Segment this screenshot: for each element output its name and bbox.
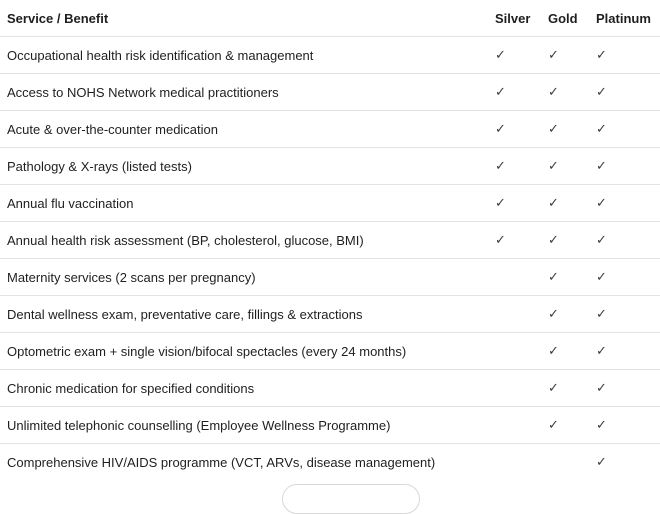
gold-check-cell: ✓ [541, 74, 589, 111]
service-cell: Optometric exam + single vision/bifocal spectacles (every 24 months) [0, 333, 488, 370]
platinum-check-cell: ✓ [589, 148, 660, 185]
table-row [0, 407, 660, 444]
gold-check-cell: ✓ [541, 333, 589, 370]
table-row [0, 74, 660, 111]
table-row [0, 111, 660, 148]
service-cell: Pathology & X-rays (listed tests) [0, 148, 488, 185]
scroll-to-bottom-button[interactable] [282, 484, 420, 514]
silver-check-cell [488, 407, 541, 444]
service-cell: Occupational health risk identification & management [0, 37, 488, 74]
platinum-check-cell: ✓ [589, 222, 660, 259]
table-row [0, 37, 660, 74]
platinum-check-cell: ✓ [589, 185, 660, 222]
gold-check-cell: ✓ [541, 148, 589, 185]
table-row [0, 185, 660, 222]
service-cell: Unlimited telephonic counselling (Employee Wellness Programme) [0, 407, 488, 444]
column-header-silver: Silver [488, 0, 541, 37]
platinum-check-cell: ✓ [589, 37, 660, 74]
table-body [0, 37, 660, 481]
gold-check-cell [541, 444, 589, 481]
silver-check-cell: ✓ [488, 148, 541, 185]
service-cell: Annual health risk assessment (BP, cholesterol, glucose, BMI) [0, 222, 488, 259]
silver-check-cell [488, 296, 541, 333]
gold-check-cell: ✓ [541, 370, 589, 407]
platinum-check-cell: ✓ [596, 454, 607, 470]
platinum-check-cell: ✓ [589, 111, 660, 148]
gold-check-cell: ✓ [541, 222, 589, 259]
service-cell: Maternity services (2 scans per pregnancy) [0, 259, 488, 296]
silver-check-cell: ✓ [488, 111, 541, 148]
table-row [0, 444, 660, 481]
silver-check-cell: ✓ [488, 74, 541, 111]
service-cell: Comprehensive HIV/AIDS programme (VCT, ARVs, disease management) [7, 454, 436, 470]
silver-check-cell [488, 370, 541, 407]
table-row [0, 259, 660, 296]
silver-check-cell: ✓ [488, 222, 541, 259]
silver-check-cell: ✓ [488, 37, 541, 74]
service-cell: Dental wellness exam, preventative care, fillings & extractions [0, 296, 488, 333]
service-cell: Access to NOHS Network medical practitioners [0, 74, 488, 111]
gold-check-cell: ✓ [541, 407, 589, 444]
column-header-platinum: Platinum [589, 0, 660, 37]
column-header-service: Service / Benefit [0, 0, 488, 37]
platinum-check-cell: ✓ [589, 296, 660, 333]
table-row [0, 222, 660, 259]
service-cell: Acute & over-the-counter medication [0, 111, 488, 148]
silver-check-cell [488, 333, 541, 370]
table-row [0, 370, 660, 407]
table-row [0, 296, 660, 333]
gold-check-cell: ✓ [541, 111, 589, 148]
gold-check-cell: ✓ [541, 296, 589, 333]
platinum-check-cell: ✓ [589, 74, 660, 111]
platinum-check-cell: ✓ [589, 333, 660, 370]
platinum-check-cell: ✓ [589, 259, 660, 296]
table-row [0, 333, 660, 370]
platinum-check-cell: ✓ [589, 407, 660, 444]
table-row [0, 148, 660, 185]
silver-check-cell [488, 444, 541, 481]
gold-check-cell: ✓ [541, 185, 589, 222]
column-header-gold: Gold [541, 0, 589, 37]
silver-check-cell [488, 259, 541, 296]
service-cell: Annual flu vaccination [0, 185, 488, 222]
platinum-check-cell: ✓ [589, 370, 660, 407]
gold-check-cell: ✓ [541, 259, 589, 296]
table-header-row [0, 0, 660, 37]
silver-check-cell: ✓ [488, 185, 541, 222]
gold-check-cell: ✓ [541, 37, 589, 74]
service-cell: Chronic medication for specified conditions [0, 370, 488, 407]
